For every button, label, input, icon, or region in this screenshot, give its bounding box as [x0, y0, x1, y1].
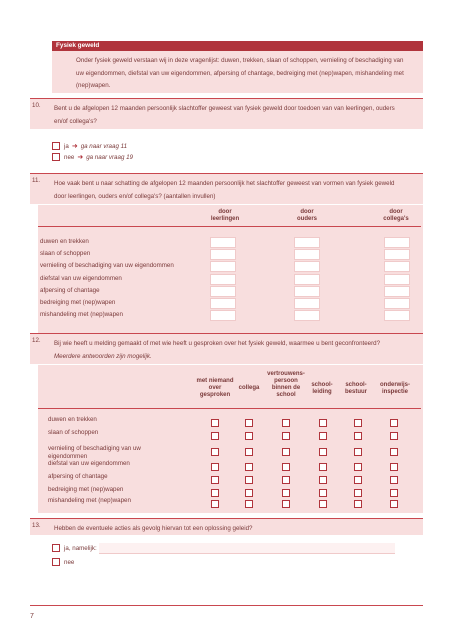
- checkbox[interactable]: [52, 142, 60, 150]
- checkbox[interactable]: [211, 419, 219, 427]
- checkbox[interactable]: [245, 419, 253, 427]
- q12-row-label: vernieling of beschadiging van uw eigendommen: [48, 445, 141, 460]
- q11-row-label: diefstal van uw eigendommen: [40, 274, 122, 282]
- checkbox[interactable]: [245, 476, 253, 484]
- page-number: 7: [30, 613, 34, 620]
- question-number: 12.: [32, 337, 41, 344]
- footer-rule: [30, 605, 423, 606]
- count-input[interactable]: [210, 298, 236, 309]
- count-input[interactable]: [384, 286, 410, 297]
- question-13: [30, 519, 423, 535]
- checkbox[interactable]: [390, 463, 398, 471]
- question-note: Meerdere antwoorden zijn mogelijk.: [54, 353, 152, 360]
- checkbox[interactable]: [354, 448, 362, 456]
- checkbox[interactable]: [390, 500, 398, 508]
- count-input[interactable]: [210, 261, 236, 272]
- count-input[interactable]: [210, 310, 236, 321]
- checkbox[interactable]: [354, 419, 362, 427]
- checkbox[interactable]: [282, 500, 290, 508]
- checkbox[interactable]: [211, 432, 219, 440]
- checkbox[interactable]: [245, 500, 253, 508]
- checkbox[interactable]: [319, 432, 327, 440]
- intro-line: uw eigendommen, diefstal van uw eigendommen, afpersing of chantage, bedreiging met (nep)wapen, mishandeling met: [76, 70, 404, 77]
- question-11: [30, 174, 423, 204]
- q11-row-label: duwen en trekken: [40, 238, 89, 245]
- count-input[interactable]: [294, 298, 320, 309]
- question-text-line: door leerlingen, ouders en/of collega's? (aantallen invullen): [54, 193, 216, 200]
- question-text: [54, 102, 419, 128]
- question-text-line: Hoe vaak bent u naar schatting de afgelopen 12 maanden persoonlijk het slachtoffer geweest van vormen van fysiek geweld: [54, 180, 395, 187]
- count-input[interactable]: [294, 261, 320, 272]
- q12-row-label: bedreiging met (nep)wapen: [48, 486, 124, 493]
- section-title: Fysiek geweld: [56, 42, 100, 49]
- checkbox[interactable]: [282, 432, 290, 440]
- intro-line: (nep)wapen.: [76, 82, 111, 89]
- q12-row-label: mishandeling met (nep)wapen: [48, 497, 131, 504]
- checkbox[interactable]: [354, 432, 362, 440]
- question-10: [30, 99, 423, 129]
- count-input[interactable]: [210, 274, 236, 285]
- arrow-right-icon: ➜: [77, 154, 84, 161]
- q11-row-label: bedreiging met (nep)wapen: [40, 299, 116, 306]
- question-text-line: en/of collega's?: [54, 118, 97, 125]
- option-nee[interactable]: [52, 153, 133, 162]
- count-input[interactable]: [210, 249, 236, 260]
- column-header: school- leiding: [311, 382, 333, 395]
- question-12: [30, 334, 423, 364]
- checkbox[interactable]: [319, 419, 327, 427]
- question-text: [54, 337, 419, 363]
- checkbox[interactable]: [319, 476, 327, 484]
- checkbox[interactable]: [52, 558, 60, 566]
- question-text-line: Bent u de afgelopen 12 maanden persoonlijk slachtoffer geweest van fysiek geweld door toedoen van van leerlingen, ouders: [54, 105, 395, 112]
- checkbox[interactable]: [211, 448, 219, 456]
- header-rule: [38, 408, 421, 409]
- count-input[interactable]: [384, 274, 410, 285]
- goto-label: ga naar vraag 11: [80, 143, 128, 150]
- checkbox[interactable]: [245, 448, 253, 456]
- column-header: school- bestuur: [344, 382, 367, 395]
- count-input[interactable]: [294, 249, 320, 260]
- column-header: onderwijs- inspectie: [379, 382, 410, 395]
- checkbox[interactable]: [354, 476, 362, 484]
- checkbox[interactable]: [52, 544, 60, 552]
- count-input[interactable]: [294, 310, 320, 321]
- option-label: nee: [64, 559, 75, 566]
- checkbox[interactable]: [390, 419, 398, 427]
- checkbox[interactable]: [282, 463, 290, 471]
- checkbox[interactable]: [282, 448, 290, 456]
- checkbox[interactable]: [319, 448, 327, 456]
- column-header: door leerlingen: [210, 209, 240, 222]
- checkbox[interactable]: [354, 500, 362, 508]
- q12-row-label: diefstal van uw eigendommen: [48, 460, 130, 467]
- q12-row-label: duwen en trekken: [48, 416, 97, 423]
- question-number: 13.: [32, 522, 41, 529]
- checkbox[interactable]: [319, 463, 327, 471]
- namelijk-field[interactable]: [99, 543, 395, 554]
- checkbox[interactable]: [282, 476, 290, 484]
- checkbox[interactable]: [354, 489, 362, 497]
- question-number: 11.: [32, 177, 41, 184]
- option-label: ja, namelijk:: [64, 545, 97, 552]
- column-header: door ouders: [296, 209, 317, 222]
- count-input[interactable]: [384, 310, 410, 321]
- count-input[interactable]: [210, 286, 236, 297]
- count-input[interactable]: [384, 237, 410, 248]
- checkbox[interactable]: [245, 463, 253, 471]
- checkbox[interactable]: [211, 489, 219, 497]
- count-input[interactable]: [384, 261, 410, 272]
- checkbox[interactable]: [282, 419, 290, 427]
- q11-row-label: afpersing of chantage: [40, 286, 100, 294]
- checkbox[interactable]: [354, 463, 362, 471]
- count-input[interactable]: [294, 274, 320, 285]
- checkbox[interactable]: [211, 476, 219, 484]
- question-text: Hebben de eventuele acties als gevolg hiervan tot een oplossing geleid?: [54, 525, 253, 532]
- intro-line: Onder fysiek geweld verstaan wij in deze vragenlijst: duwen, trekken, slaan of schoppen, vernieling of beschadiging van: [76, 57, 404, 64]
- section-intro: [52, 51, 423, 93]
- count-input[interactable]: [210, 237, 236, 248]
- goto-label: ga naar vraag 19: [86, 154, 133, 161]
- checkbox[interactable]: [319, 500, 327, 508]
- column-header: collega: [238, 385, 260, 391]
- option-label: nee: [64, 154, 75, 161]
- q11-row-label: slaan of schoppen: [40, 250, 91, 258]
- checkbox[interactable]: [390, 476, 398, 484]
- checkbox[interactable]: [245, 432, 253, 440]
- section-title-bar: [52, 41, 423, 51]
- question-text: [54, 177, 419, 203]
- checkbox[interactable]: [319, 489, 327, 497]
- checkbox[interactable]: [52, 153, 60, 161]
- checkbox[interactable]: [211, 500, 219, 508]
- checkbox[interactable]: [245, 489, 253, 497]
- option-ja-namelijk[interactable]: [52, 544, 97, 553]
- header-rule: [38, 226, 421, 227]
- count-input[interactable]: [294, 286, 320, 297]
- count-input[interactable]: [384, 298, 410, 309]
- option-ja[interactable]: [52, 142, 127, 151]
- count-input[interactable]: [294, 237, 320, 248]
- column-header: door collega's: [383, 209, 409, 222]
- q11-row-label: vernieling of beschadiging van uw eigendommen: [40, 262, 174, 270]
- checkbox[interactable]: [390, 432, 398, 440]
- q12-row-label: slaan of schoppen: [48, 429, 99, 436]
- arrow-right-icon: ➜: [71, 143, 78, 150]
- column-header: met niemand over gesproken: [196, 378, 234, 398]
- checkbox[interactable]: [211, 463, 219, 471]
- question-text-line: Bij wie heeft u melding gemaakt of met wie heeft u gesproken over het fysiek geweld, waarmee u bent geconfronteerd?: [54, 340, 381, 347]
- q11-row-label: mishandeling met (nep)wapen: [40, 311, 123, 319]
- checkbox[interactable]: [390, 448, 398, 456]
- question-number: 10.: [32, 102, 41, 109]
- count-input[interactable]: [384, 249, 410, 260]
- column-header: vertrouwens- persoon binnen de school: [267, 371, 305, 398]
- checkbox[interactable]: [390, 489, 398, 497]
- option-nee[interactable]: [52, 558, 74, 567]
- checkbox[interactable]: [282, 489, 290, 497]
- q12-row-label: afpersing of chantage: [48, 473, 108, 480]
- option-label: ja: [64, 143, 69, 150]
